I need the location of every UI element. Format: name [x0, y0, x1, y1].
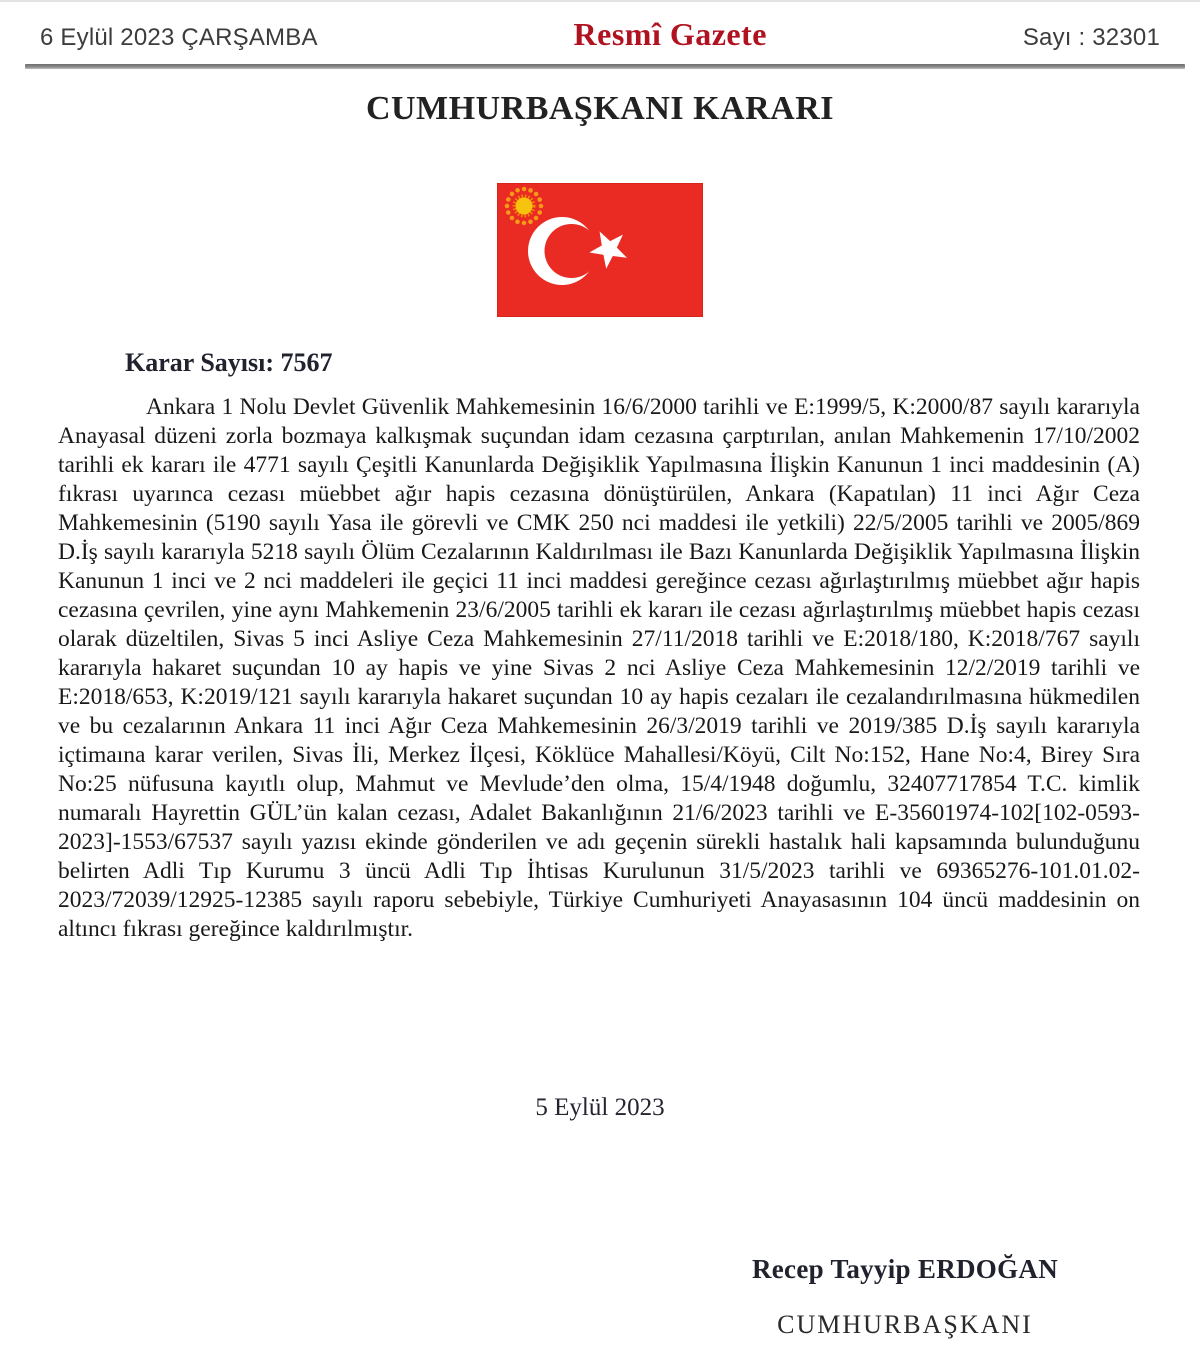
decision-number: Karar Sayısı: 7567: [125, 348, 333, 377]
decree-body-text: Ankara 1 Nolu Devlet Güvenlik Mahkemesinin 16/6/2000 tarihli ve E:1999/5, K:2000/87 sayılı kararıyla Anayasal düzeni zorla bozmaya kalkışmak suçundan idam cezasına çarptırılan, anılan Mahkemenin 17/10/2002 tarihli ek kararı ile 4771 sayılı Çeşitli Kanunlarda Değişiklik Yapılmasına İlişkin Kanunun 1 inci maddesinin (A) fıkrası uyarınca cezası müebbet ağır hapis cezasına dönüştürülen, Ankara (Kapatılan) 11 inci Ağır Ceza Mahkemesinin (5190 sayılı Yasa ile görevli ve CMK 250 nci maddesi ile yetkili) 22/5/2005 tarihli ve 2005/869 D.İş sayılı kararıyla 5218 sayılı Ölüm Cezalarının Kaldırılması ile Bazı Kanunlarda Değişiklik Yapılmasına İlişkin Kanunun 1 inci ve 2 nci maddeleri ile geçici 11 inci maddesi gereğince cezası ağırlaştırılmış müebbet ağır hapis cezasına çevrilen, yine aynı Mahkemenin 23/6/2005 tarihli ek kararı ile cezası ağırlaştırılmış müebbet hapis cezası olarak düzeltilen, Sivas 5 inci Asliye Ceza Mahkemesinin 27/11/2018 tarihli ve E:2018/180, K:2018/767 sayılı kararıyla hakaret suçundan 10 ay hapis ve yine Sivas 2 nci Asliye Ceza Mahkemesinin 12/2/2019 tarihli ve E:2018/653, K:2019/121 sayılı kararıyla hakaret suçundan 10 ay hapis cezaları ile cezalandırılmasına hükmedilen ve bu cezalarının Ankara 11 inci Ağır Ceza Mahkemesinin 26/3/2019 tarihli ve 2019/385 D.İş sayılı kararıyla içtimaına karar verilen, Sivas İli, Merkez İlçesi, Köklüce Mahallesi/Köyü, Cilt No:152, Hane No:4, Birey Sıra No:25 nüfusuna kayıtlı olup, Mahmut ve Mevlude’den olma, 15/4/1948 doğumlu, 32407717854 T.C. kimlik numaralı Hayrettin GÜL’ün kalan cezası, Adalet Bakanlığının 21/6/2023 tarihli ve E-35601974-102[102-0593-2023]-1553/67537 sayılı yazısı ekinde gönderilen ve adı geçenin sürekli hastalık hali kapsamında bulunduğunu belirten Adli Tıp Kurumu 3 üncü Adli Tıp İhtisas Kurulunun 31/5/2023 tarihli ve 69365276-101.01.02-2023/72039/12925-12385 sayılı raporu sebebiyle, Türkiye Cumhuriyeti Anayasasının 104 üncü maddesinin on altıncı fıkrası gereğince kaldırılmıştır.: [58, 394, 1140, 942]
signatory-name: Recep Tayyip ERDOĞAN: [751, 1254, 1059, 1284]
masthead-title: Resmî Gazete: [573, 16, 767, 52]
turkish-presidential-flag-icon: [497, 183, 703, 317]
signatory-title: CUMHURBAŞKANI: [777, 1310, 1033, 1339]
header-divider: [25, 64, 1185, 69]
decree-date: 5 Eylül 2023: [535, 1094, 665, 1121]
issue-number: Sayı : 32301: [1022, 24, 1160, 51]
signature-block: [660, 1254, 1150, 1340]
gazette-header: [40, 16, 1160, 53]
decree-title: CUMHURBAŞKANI KARARI: [365, 90, 835, 127]
publication-date: 6 Eylül 2023 ÇARŞAMBA: [40, 24, 318, 51]
